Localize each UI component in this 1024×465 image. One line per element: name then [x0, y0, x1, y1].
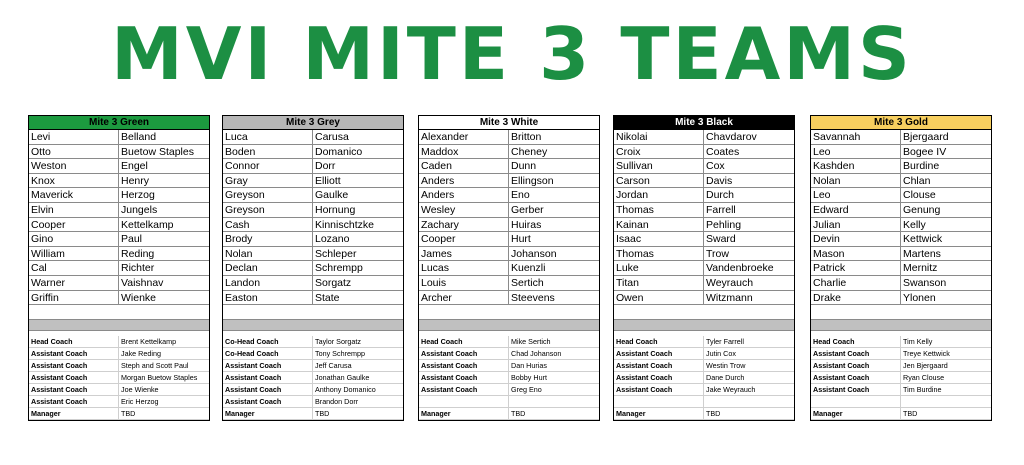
player-first-name: Nolan: [223, 247, 313, 262]
staff-name: [509, 396, 599, 408]
player-last-name: Dunn: [509, 159, 599, 174]
staff-role: Manager: [419, 408, 509, 420]
player-first-name: Greyson: [223, 203, 313, 218]
player-first-name: Maddox: [419, 145, 509, 160]
staff-name: Ryan Clouse: [901, 372, 991, 384]
player-first-name: Anders: [419, 188, 509, 203]
player-first-name: Leo: [811, 145, 901, 160]
staff-role: Assistant Coach: [811, 360, 901, 372]
player-last-name: Steevens: [509, 291, 599, 306]
player-last-name: Paul: [119, 232, 209, 247]
player-first-name: Carson: [614, 174, 704, 189]
staff-name: Greg Eno: [509, 384, 599, 396]
player-last-name: Reding: [119, 247, 209, 262]
staff-role: [614, 396, 704, 408]
player-last-name: Witzmann: [704, 291, 794, 306]
player-last-name: Burdine: [901, 159, 991, 174]
player-last-name: Hurt: [509, 232, 599, 247]
player-first-name: Patrick: [811, 261, 901, 276]
roster-grid: [419, 130, 599, 305]
player-last-name: Lozano: [313, 232, 403, 247]
player-last-name: Durch: [704, 188, 794, 203]
player-last-name: Herzog: [119, 188, 209, 203]
staff-name: Treye Kettwick: [901, 348, 991, 360]
player-last-name: Gaulke: [313, 188, 403, 203]
staff-name: Bobby Hurt: [509, 372, 599, 384]
staff-role: Assistant Coach: [223, 372, 313, 384]
separator-bar: [811, 320, 991, 331]
player-first-name: Boden: [223, 145, 313, 160]
staff-name: Anthony Domanico: [313, 384, 403, 396]
player-last-name: Carusa: [313, 130, 403, 145]
staff-role: Head Coach: [811, 336, 901, 348]
player-first-name: Kainan: [614, 218, 704, 233]
staff-name: Tony Schrempp: [313, 348, 403, 360]
player-first-name: Wesley: [419, 203, 509, 218]
separator-bar: [223, 320, 403, 331]
player-last-name: Wienke: [119, 291, 209, 306]
staff-name: Jake Weyrauch: [704, 384, 794, 396]
staff-name: Morgan Buetow Staples: [119, 372, 209, 384]
player-last-name: Bogee IV: [901, 145, 991, 160]
player-first-name: Luca: [223, 130, 313, 145]
staff-name: Brent Kettelkamp: [119, 336, 209, 348]
player-last-name: Mernitz: [901, 261, 991, 276]
player-first-name: Landon: [223, 276, 313, 291]
blank-row: [419, 305, 599, 320]
player-last-name: Sorgatz: [313, 276, 403, 291]
player-first-name: Knox: [29, 174, 119, 189]
staff-name: Jake Reding: [119, 348, 209, 360]
player-last-name: State: [313, 291, 403, 306]
player-last-name: Vandenbroeke: [704, 261, 794, 276]
player-first-name: Cooper: [419, 232, 509, 247]
player-last-name: Ylonen: [901, 291, 991, 306]
separator-bar: [419, 320, 599, 331]
staff-role: Head Coach: [419, 336, 509, 348]
staff-name: Dan Hurias: [509, 360, 599, 372]
staff-role: Assistant Coach: [223, 384, 313, 396]
player-last-name: Weyrauch: [704, 276, 794, 291]
player-first-name: Drake: [811, 291, 901, 306]
player-first-name: Lucas: [419, 261, 509, 276]
player-first-name: Croix: [614, 145, 704, 160]
player-first-name: Nikolai: [614, 130, 704, 145]
staff-name: [704, 396, 794, 408]
staff-role: Manager: [29, 408, 119, 420]
player-last-name: Elliott: [313, 174, 403, 189]
player-first-name: Otto: [29, 145, 119, 160]
player-first-name: Anders: [419, 174, 509, 189]
staff-name: TBD: [313, 408, 403, 420]
staff-role: Assistant Coach: [419, 384, 509, 396]
player-last-name: Johanson: [509, 247, 599, 262]
player-first-name: Devin: [811, 232, 901, 247]
player-first-name: Sullivan: [614, 159, 704, 174]
staff-role: Assistant Coach: [614, 360, 704, 372]
player-last-name: Dorr: [313, 159, 403, 174]
player-last-name: Clouse: [901, 188, 991, 203]
player-last-name: Martens: [901, 247, 991, 262]
player-last-name: Kinnischtzke: [313, 218, 403, 233]
separator-bar: [29, 320, 209, 331]
staff-name: Mike Sertich: [509, 336, 599, 348]
player-last-name: Sertich: [509, 276, 599, 291]
staff-name: Dane Durch: [704, 372, 794, 384]
staff-name: Tyler Farrell: [704, 336, 794, 348]
player-first-name: Mason: [811, 247, 901, 262]
roster-grid: [811, 130, 991, 305]
team-name-header: Mite 3 Grey: [223, 116, 403, 130]
player-last-name: Britton: [509, 130, 599, 145]
staff-name: TBD: [704, 408, 794, 420]
staff-name: Brandon Dorr: [313, 396, 403, 408]
staff-name: Jonathan Gaulke: [313, 372, 403, 384]
roster-grid: [29, 130, 209, 305]
blank-row: [811, 305, 991, 320]
staff-role: [811, 396, 901, 408]
player-first-name: Brody: [223, 232, 313, 247]
player-last-name: Belland: [119, 130, 209, 145]
player-last-name: Schrempp: [313, 261, 403, 276]
team-table: [613, 115, 795, 421]
player-last-name: Buetow Staples: [119, 145, 209, 160]
player-first-name: Luke: [614, 261, 704, 276]
staff-role: [419, 396, 509, 408]
player-first-name: Thomas: [614, 247, 704, 262]
player-first-name: Julian: [811, 218, 901, 233]
player-last-name: Farrell: [704, 203, 794, 218]
player-first-name: Warner: [29, 276, 119, 291]
player-last-name: Engel: [119, 159, 209, 174]
staff-role: Assistant Coach: [614, 348, 704, 360]
player-first-name: Cash: [223, 218, 313, 233]
player-first-name: Edward: [811, 203, 901, 218]
staff-grid: [614, 336, 794, 420]
player-first-name: Weston: [29, 159, 119, 174]
player-last-name: Genung: [901, 203, 991, 218]
staff-role: Assistant Coach: [614, 372, 704, 384]
staff-name: Jeff Carusa: [313, 360, 403, 372]
staff-role: Co-Head Coach: [223, 336, 313, 348]
player-first-name: Greyson: [223, 188, 313, 203]
staff-name: Westin Trow: [704, 360, 794, 372]
staff-role: Assistant Coach: [419, 348, 509, 360]
staff-name: Chad Johanson: [509, 348, 599, 360]
staff-name: Jen Bjergaard: [901, 360, 991, 372]
staff-grid: [223, 336, 403, 420]
player-first-name: Gino: [29, 232, 119, 247]
player-last-name: Kelly: [901, 218, 991, 233]
player-last-name: Ellingson: [509, 174, 599, 189]
staff-role: Manager: [811, 408, 901, 420]
staff-name: [901, 396, 991, 408]
staff-name: TBD: [509, 408, 599, 420]
player-first-name: Nolan: [811, 174, 901, 189]
player-last-name: Domanico: [313, 145, 403, 160]
staff-role: Assistant Coach: [223, 360, 313, 372]
staff-role: Head Coach: [29, 336, 119, 348]
player-last-name: Jungels: [119, 203, 209, 218]
player-first-name: Charlie: [811, 276, 901, 291]
player-last-name: Kuenzli: [509, 261, 599, 276]
separator-bar: [614, 320, 794, 331]
player-last-name: Richter: [119, 261, 209, 276]
team-table: [222, 115, 404, 421]
player-last-name: Chavdarov: [704, 130, 794, 145]
page-title: MVI MITE 3 TEAMS: [111, 12, 913, 96]
player-last-name: Kettwick: [901, 232, 991, 247]
player-first-name: Zachary: [419, 218, 509, 233]
staff-role: Assistant Coach: [29, 396, 119, 408]
staff-role: Assistant Coach: [419, 372, 509, 384]
player-first-name: Elvin: [29, 203, 119, 218]
player-last-name: Chlan: [901, 174, 991, 189]
staff-name: Tim Kelly: [901, 336, 991, 348]
staff-name: Eric Herzog: [119, 396, 209, 408]
player-last-name: Vaishnav: [119, 276, 209, 291]
staff-grid: [419, 336, 599, 420]
player-first-name: Kashden: [811, 159, 901, 174]
staff-grid: [811, 336, 991, 420]
player-first-name: Easton: [223, 291, 313, 306]
player-last-name: Davis: [704, 174, 794, 189]
staff-role: Assistant Coach: [811, 372, 901, 384]
player-first-name: William: [29, 247, 119, 262]
player-last-name: Cheney: [509, 145, 599, 160]
staff-name: Joe Wienke: [119, 384, 209, 396]
player-first-name: Cooper: [29, 218, 119, 233]
player-last-name: Pehling: [704, 218, 794, 233]
player-first-name: Gray: [223, 174, 313, 189]
team-table: [418, 115, 600, 421]
staff-role: Assistant Coach: [223, 396, 313, 408]
staff-name: Taylor Sorgatz: [313, 336, 403, 348]
blank-row: [29, 305, 209, 320]
staff-name: Steph and Scott Paul: [119, 360, 209, 372]
player-first-name: Archer: [419, 291, 509, 306]
player-last-name: Hornung: [313, 203, 403, 218]
player-first-name: Titan: [614, 276, 704, 291]
player-last-name: Trow: [704, 247, 794, 262]
player-last-name: Bjergaard: [901, 130, 991, 145]
player-first-name: Thomas: [614, 203, 704, 218]
staff-role: Assistant Coach: [29, 372, 119, 384]
blank-row: [223, 305, 403, 320]
team-table: [810, 115, 992, 421]
player-first-name: Jordan: [614, 188, 704, 203]
player-last-name: Huiras: [509, 218, 599, 233]
blank-row: [614, 305, 794, 320]
player-last-name: Kettelkamp: [119, 218, 209, 233]
staff-role: Head Coach: [614, 336, 704, 348]
player-last-name: Eno: [509, 188, 599, 203]
player-last-name: Coates: [704, 145, 794, 160]
team-name-header: Mite 3 Gold: [811, 116, 991, 130]
roster-grid: [614, 130, 794, 305]
player-first-name: Levi: [29, 130, 119, 145]
player-last-name: Gerber: [509, 203, 599, 218]
team-table: [28, 115, 210, 421]
team-name-header: Mite 3 Black: [614, 116, 794, 130]
staff-role: Assistant Coach: [29, 384, 119, 396]
player-first-name: Maverick: [29, 188, 119, 203]
player-last-name: Schleper: [313, 247, 403, 262]
staff-role: Manager: [223, 408, 313, 420]
team-name-header: Mite 3 White: [419, 116, 599, 130]
player-first-name: Leo: [811, 188, 901, 203]
player-first-name: James: [419, 247, 509, 262]
staff-role: Manager: [614, 408, 704, 420]
player-first-name: Owen: [614, 291, 704, 306]
player-first-name: Connor: [223, 159, 313, 174]
player-first-name: Griffin: [29, 291, 119, 306]
staff-name: Tim Burdine: [901, 384, 991, 396]
player-first-name: Alexander: [419, 130, 509, 145]
player-first-name: Savannah: [811, 130, 901, 145]
staff-name: TBD: [119, 408, 209, 420]
staff-role: Assistant Coach: [614, 384, 704, 396]
player-first-name: Isaac: [614, 232, 704, 247]
player-last-name: Swanson: [901, 276, 991, 291]
staff-role: Assistant Coach: [811, 384, 901, 396]
player-first-name: Caden: [419, 159, 509, 174]
roster-grid: [223, 130, 403, 305]
player-first-name: Cal: [29, 261, 119, 276]
team-name-header: Mite 3 Green: [29, 116, 209, 130]
staff-role: Assistant Coach: [811, 348, 901, 360]
player-first-name: Declan: [223, 261, 313, 276]
player-last-name: Sward: [704, 232, 794, 247]
staff-role: Assistant Coach: [29, 360, 119, 372]
staff-name: TBD: [901, 408, 991, 420]
staff-role: Assistant Coach: [419, 360, 509, 372]
staff-role: Assistant Coach: [29, 348, 119, 360]
player-first-name: Louis: [419, 276, 509, 291]
staff-grid: [29, 336, 209, 420]
staff-role: Co-Head Coach: [223, 348, 313, 360]
player-last-name: Henry: [119, 174, 209, 189]
player-last-name: Cox: [704, 159, 794, 174]
staff-name: Jutin Cox: [704, 348, 794, 360]
